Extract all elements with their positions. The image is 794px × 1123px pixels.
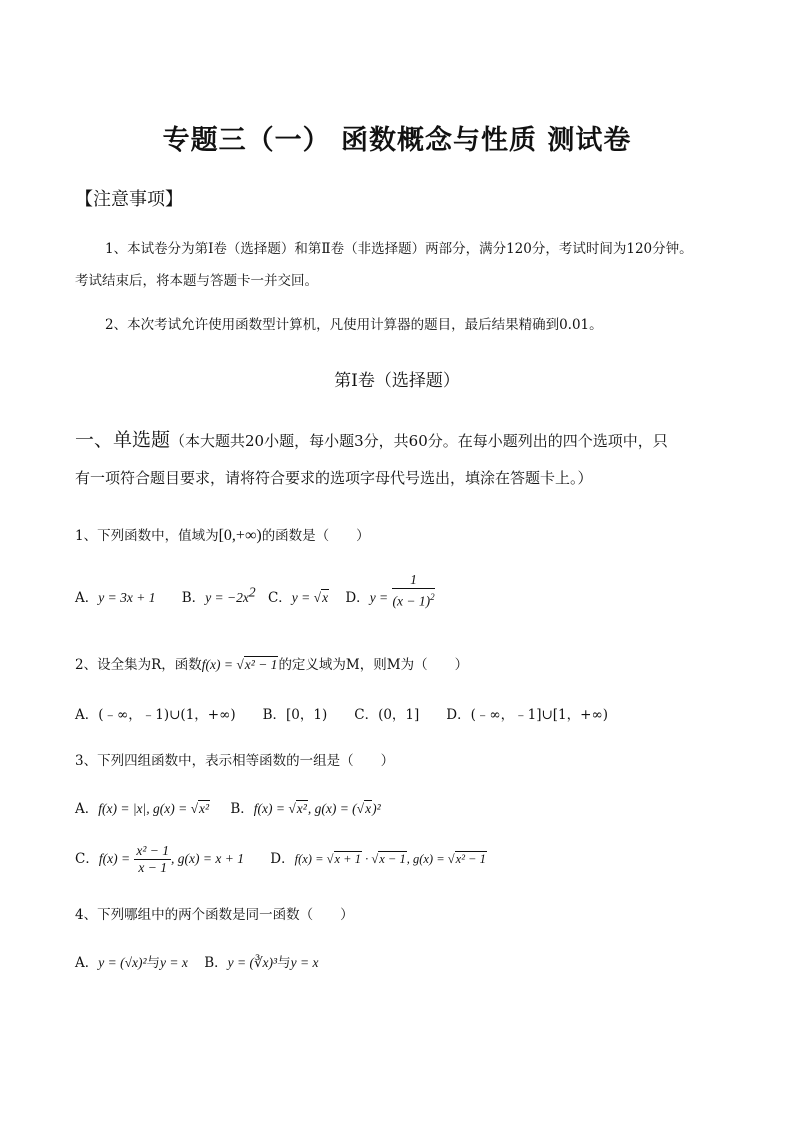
part1-heading-label: 一、单选题 — [75, 429, 171, 451]
question-3-options-cd — [75, 843, 487, 876]
part1-heading — [75, 425, 668, 452]
q1-option-a-label: A． — [75, 589, 99, 606]
section-title: 第Ⅰ卷（选择题） — [334, 371, 460, 391]
page-title: 专题三（一） 函数概念与性质 测试卷 — [162, 125, 632, 156]
q1-stem-text-2: 的函数是（ ） — [261, 528, 370, 544]
q3-option-d-expr-2: · √ — [361, 852, 379, 866]
part1-description: （本大题共20小题，每小题3分，共60分。在每小题列出的四个选项中，只 — [170, 432, 668, 450]
q3-option-c-numerator: x² − 1 — [136, 843, 170, 858]
q1-stem-text: 1、下列函数中，值域为 — [75, 528, 219, 544]
q3-option-d-expr-1: f(x) = √ — [294, 852, 334, 866]
question-1-options — [75, 572, 435, 610]
q3-option-d-radicand-3: x² − 1 — [455, 852, 486, 866]
question-3-stem: 3、下列四组函数中，表示相等函数的一组是（ ） — [75, 753, 395, 769]
q1-option-d-fraction — [392, 572, 434, 610]
q1-option-d[interactable] — [345, 572, 435, 609]
q3-option-c-lhs: f(x) = — [98, 851, 131, 866]
q4-option-b-expr: y = (∛x)³ — [227, 955, 278, 970]
q3-option-d-expr-3: , g(x) = √ — [406, 852, 455, 866]
q1-option-d-lhs: y = — [369, 589, 389, 605]
q1-option-b-label: B． — [181, 589, 206, 606]
q1-option-a-expr: y = 3x + 1 — [98, 589, 156, 605]
q3-option-c-label: C． — [75, 851, 99, 867]
q3-option-c-fraction — [134, 843, 171, 876]
question-1-stem — [75, 524, 370, 545]
q3-option-b-radicand-1: x² — [296, 801, 307, 816]
q3-option-b-expr-1: f(x) = √ — [253, 801, 296, 816]
q1-option-d-exp: 2 — [430, 592, 435, 603]
q3-option-d-label: D． — [270, 851, 295, 867]
q2-function-radicand: x² − 1 — [244, 657, 278, 672]
q1-option-c[interactable] — [268, 590, 329, 606]
q4-option-a-label: A． — [75, 955, 99, 971]
q3-option-a-label: A． — [75, 801, 99, 817]
q3-option-a-expr: f(x) = |x|, g(x) = √ — [98, 801, 199, 816]
q2-stem-text: 2、设全集为R，函数 — [75, 657, 202, 673]
notice-heading: 【注意事项】 — [75, 189, 183, 210]
q1-option-c-label: C． — [267, 589, 292, 606]
q3-option-b-expr-3: )² — [372, 801, 381, 816]
q4-option-a[interactable] — [75, 955, 188, 971]
q4-option-b[interactable] — [204, 955, 318, 971]
q3-option-b-label: B． — [230, 801, 254, 817]
q3-option-b[interactable] — [230, 801, 380, 817]
q3-option-b-radicand-2: x — [365, 801, 372, 816]
part1-description-cont: 有一项符合题目要求，请将符合要求的选项字母代号选出，填涂在答题卡上。） — [75, 469, 593, 487]
q4-option-b-rhs: y = x — [290, 955, 319, 970]
notice-item-1-cont: 考试结束后，将本题与答题卡一并交回。 — [75, 273, 318, 289]
q4-option-a-connector: 与 — [146, 955, 161, 971]
notice-item-2: 2、本次考试允许使用函数型计算机，凡使用计算器的题目，最后结果精确到0.01。 — [105, 317, 603, 333]
q3-option-b-expr-2: , g(x) = (√ — [307, 801, 365, 816]
q4-option-a-rhs: y = x — [160, 955, 188, 970]
q3-option-a-radicand: x² — [199, 801, 210, 816]
q1-option-b[interactable] — [181, 584, 256, 606]
q3-option-d[interactable] — [270, 851, 487, 867]
q4-option-a-expr: y = (√x)² — [98, 955, 147, 970]
q3-option-a[interactable] — [75, 801, 210, 817]
q1-option-b-expr: y = −2x — [205, 589, 249, 605]
notice-item-1: 1、本试卷分为第Ⅰ卷（选择题）和第Ⅱ卷（非选择题）两部分，满分120分，考试时间为120分钟。 — [105, 241, 693, 257]
q4-option-b-label: B． — [204, 955, 228, 971]
question-2-stem — [75, 653, 468, 673]
q1-option-d-label: D． — [345, 589, 370, 606]
q3-option-d-radicand-2: x − 1 — [379, 852, 406, 866]
q1-option-c-radicand: x — [322, 589, 329, 605]
q1-interval: [0,+∞) — [218, 527, 262, 544]
q1-option-b-exp: 2 — [248, 584, 256, 599]
q3-option-c[interactable] — [75, 843, 244, 875]
q1-option-d-numerator: 1 — [392, 572, 434, 589]
q3-option-d-radicand-1: x + 1 — [334, 852, 361, 866]
q1-option-d-denominator: (x − 1) — [392, 593, 431, 609]
q3-option-c-denominator: x − 1 — [138, 860, 167, 875]
q1-option-a[interactable] — [75, 590, 155, 606]
question-2-options[interactable]: A．(﹣∞，﹣1)∪(1，+∞) B．[0，1) C．(0，1] D．(﹣∞，﹣1]∪[1，+∞) — [75, 707, 608, 723]
question-4-stem: 4、下列哪组中的两个函数是同一函数（ ） — [75, 907, 354, 923]
q1-option-c-expr: y = √ — [291, 589, 322, 605]
question-3-options-ab — [75, 797, 381, 817]
question-4-options — [75, 951, 318, 971]
q3-option-c-rhs: , g(x) = x + 1 — [171, 851, 244, 866]
q4-option-b-connector: 与 — [277, 955, 291, 971]
q2-stem-text-2: 的定义域为M，则M为（ ） — [278, 657, 469, 673]
q2-function-lhs: f(x) = √ — [201, 657, 244, 672]
